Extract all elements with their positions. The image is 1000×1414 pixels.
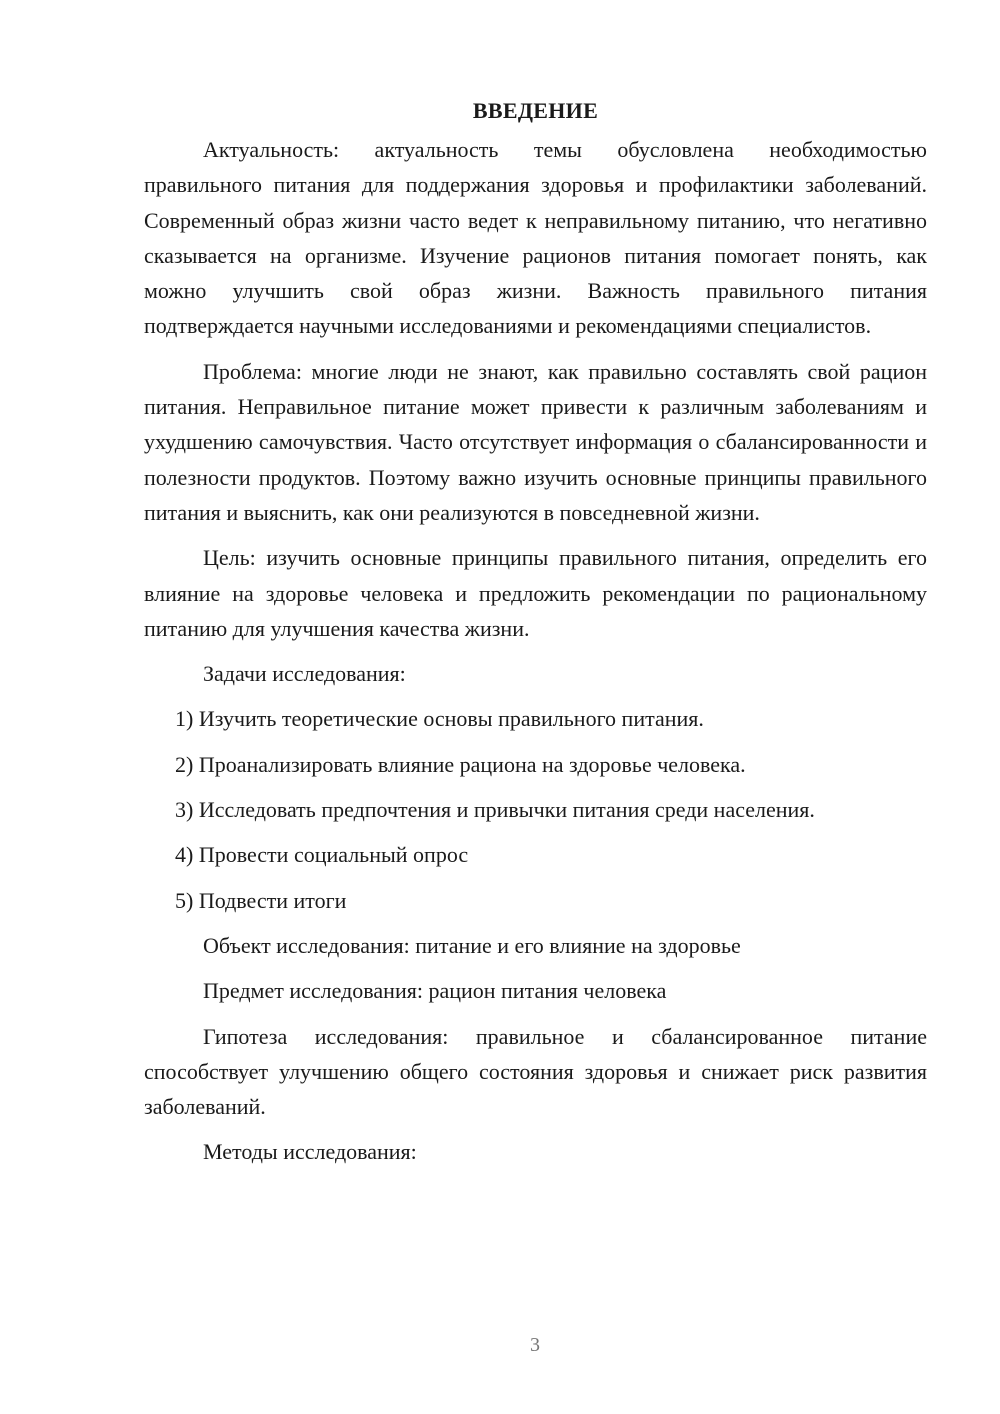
hypothesis-paragraph: Гипотеза исследования: правильное и сбалансированное питание способствует улучшению общего состояния здоровья и снижает риск развития заболеваний. <box>144 1023 927 1120</box>
list-item: 5) Подвести итоги <box>175 887 347 913</box>
section-title: ВВЕДЕНИЕ <box>472 98 599 123</box>
list-item: 3) Исследовать предпочтения и привычки питания среди населения. <box>175 797 815 823</box>
object-paragraph: Объект исследования: питание и его влияние на здоровье <box>203 932 741 958</box>
goal-paragraph: Цель: изучить основные принципы правильного питания, определить его влияние на здоровье человека и предложить рекомендации по рациональному питанию для улучшения качества жизни. <box>144 545 927 641</box>
relevance-paragraph: Актуальность: актуальность темы обусловлена необходимостью правильного питания для поддержания здоровья и профилактики заболеваний. Современный образ жизни часто ведет к неправильному питанию, что негативно сказывается на организме. Изучение рационов питания помогает понять, как можно улучшить свой образ жизни. Важность правильного питания подтверждается научными исследованиями и рекомендациями специалистов. <box>144 137 927 339</box>
document-page <box>144 96 927 1180</box>
list-item: 2) Проанализировать влияние рациона на здоровье человека. <box>175 751 746 777</box>
subject-paragraph: Предмет исследования: рацион питания человека <box>203 978 667 1004</box>
page-number: 3 <box>530 1334 540 1356</box>
problem-paragraph: Проблема: многие люди не знают, как правильно составлять свой рацион питания. Неправильное питание может привести к различным заболеваниям и ухудшению самочувствия. Часто отсутствует информация о сбалансированности и полезности продуктов. Поэтому важно изучить основные принципы правильного питания и выяснить, как они реализуются в повседневной жизни. <box>144 358 927 525</box>
list-item: 1) Изучить теоретические основы правильного питания. <box>175 706 704 732</box>
tasks-list <box>144 701 927 917</box>
list-item: 4) Провести социальный опрос <box>175 842 469 868</box>
methods-heading: Методы исследования: <box>203 1139 417 1165</box>
tasks-heading: Задачи исследования: <box>203 661 406 687</box>
